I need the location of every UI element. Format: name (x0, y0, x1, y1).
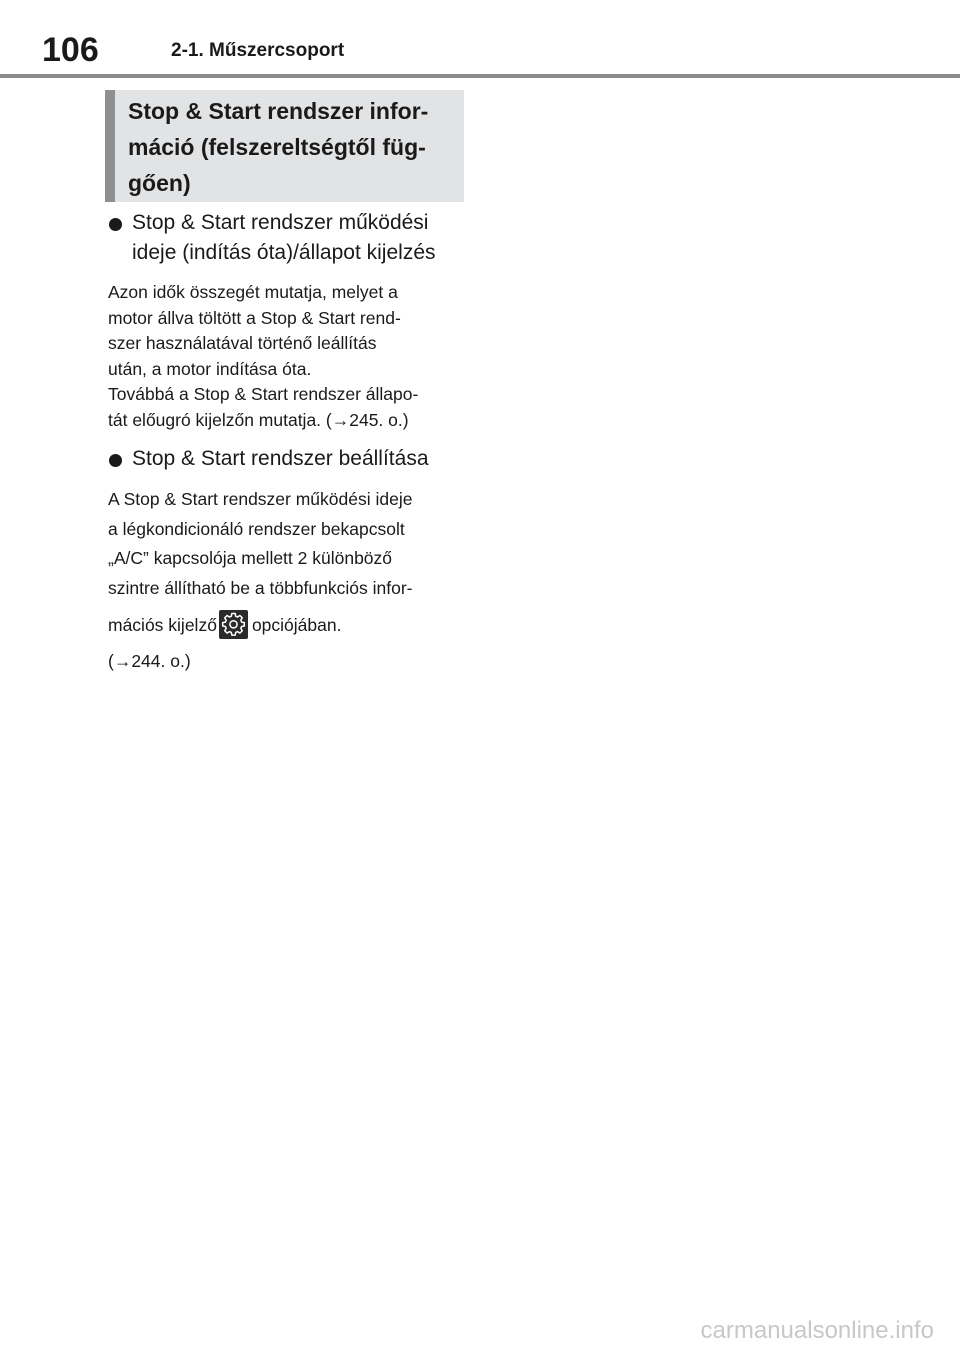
topic-title-box (105, 90, 464, 202)
body-line: a légkondicionáló rendszer bekapcsolt (108, 518, 405, 539)
body-line: motor állva töltött a Stop & Start rend- (108, 307, 401, 328)
section-title: 2-1. Műszercsoport (171, 40, 345, 61)
topic-title-line: gően) (128, 170, 191, 196)
topic-title-line: máció (felszereltségtől füg- (128, 134, 426, 160)
bullet-dot-icon (109, 454, 122, 467)
item-heading-line: ideje (indítás óta)/állapot kijelzés (132, 241, 436, 264)
page-header (0, 0, 960, 78)
body-line-with-icon (108, 609, 468, 641)
item-body (108, 485, 468, 677)
body-line: Azon idők összegét mutatja, melyet a (108, 282, 398, 302)
item-heading-line: Stop & Start rendszer működési (132, 211, 429, 234)
header-divider (0, 74, 960, 78)
body-line: „A/C” kapcsolója mellett 2 különböző (108, 548, 393, 568)
item-heading (132, 208, 472, 268)
body-line: A Stop & Start rendszer működési ideje (108, 489, 413, 509)
body-line: szintre állítható be a többfunkciós infor- (108, 577, 413, 598)
body-line: után, a motor indítása óta. (108, 358, 312, 379)
body-line: Továbbá a Stop & Start rendszer állapo- (108, 384, 419, 404)
body-line: szer használatával történő leállítás (108, 333, 377, 353)
body-line-text: mációs kijelző (108, 615, 217, 635)
watermark: carmanualsonline.info (700, 1317, 934, 1344)
item-heading: Stop & Start rendszer beállítása (132, 447, 429, 470)
page-number: 106 (42, 31, 99, 69)
body-line: (→244. o.) (108, 651, 191, 671)
body-line-text: opciójában. (251, 615, 342, 635)
settings-gear-icon (219, 610, 248, 639)
body-line: tát előugró kijelzőn mutatja. (→245. o.) (108, 409, 409, 430)
bullet-dot-icon (109, 218, 122, 231)
item-body (108, 280, 468, 433)
topic-title-line: Stop & Start rendszer infor- (128, 98, 429, 124)
topic-title (128, 93, 468, 201)
